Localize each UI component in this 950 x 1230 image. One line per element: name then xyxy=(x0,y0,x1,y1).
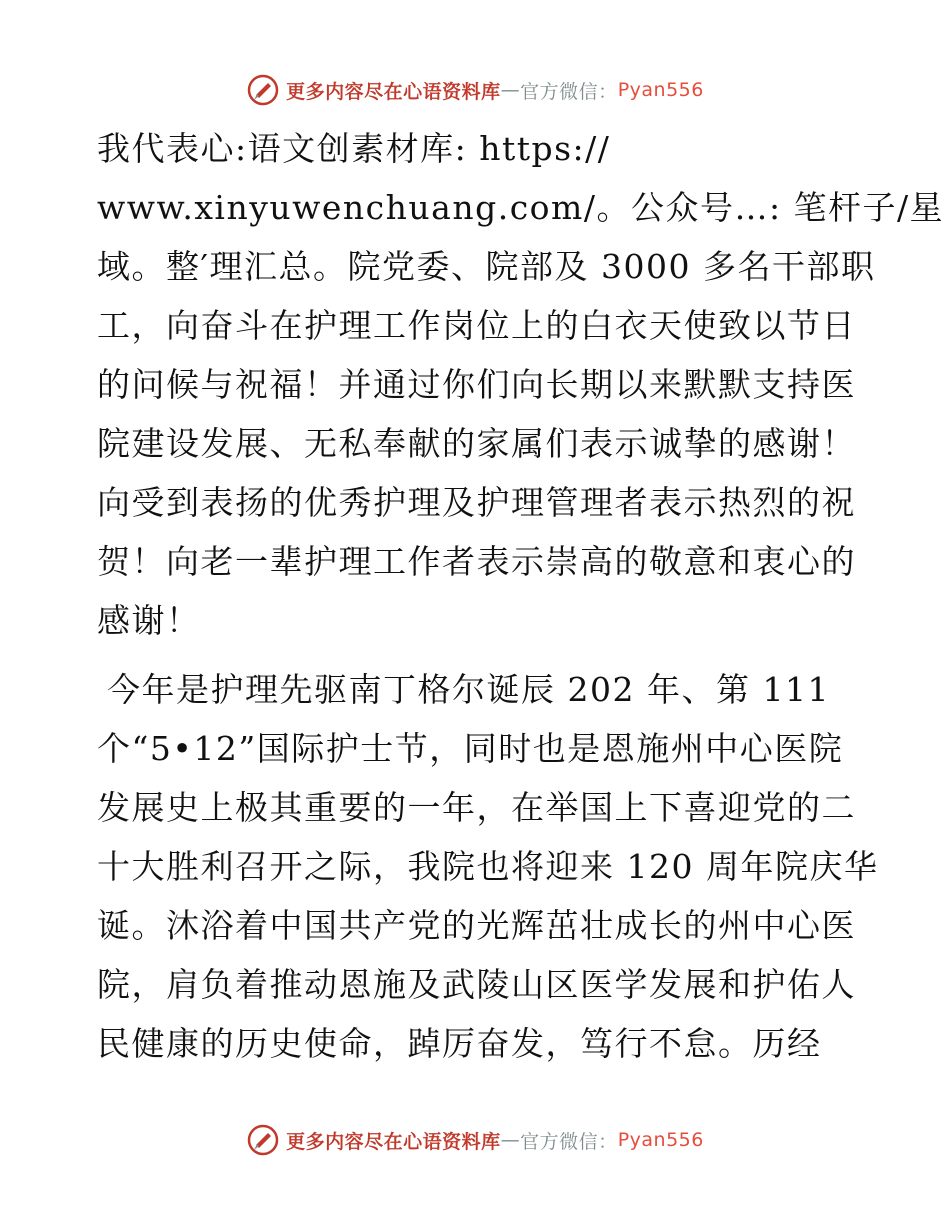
text-line: 今年是护理先驱南丁格尔诞辰 202 年、第 111 xyxy=(107,670,830,709)
footer-brand-text: 更多内容尽在心语资料库 xyxy=(286,1130,501,1153)
logo-icon xyxy=(246,73,280,107)
footer-wechat-label: 官方微信： xyxy=(520,1130,618,1153)
text-line: 我代表心:语文创素材库: https:// xyxy=(97,129,611,168)
text-line: 十大胜利召开之际，我院也将迎来 120 周年院庆华 xyxy=(97,847,879,886)
footer-separator: — xyxy=(500,1129,521,1151)
logo-icon xyxy=(246,1123,280,1157)
text-line: 的问候与祝福！并通过你们向长期以来默默支持医 xyxy=(97,365,856,404)
text-line: 工，向奋斗在护理工作岗位上的白衣天使致以节日 xyxy=(97,306,856,345)
footer-wechat-id: Pyan556 xyxy=(617,1129,704,1151)
text-line: 院，肩负着推动恩施及武陵山区医学发展和护佑人 xyxy=(97,965,856,1004)
text-line: www.xinyuwenchuang.com/。公众号…: 笔杆子/星 xyxy=(97,188,945,227)
paragraph-1 xyxy=(97,119,945,650)
header-wechat-id: Pyan556 xyxy=(617,79,704,101)
text-line: 院建设发展、无私奉献的家属们表示诚挚的感谢！ xyxy=(97,424,856,463)
text-line: 个“5•12”国际护士节，同时也是恩施州中心医院 xyxy=(97,729,844,768)
text-line: 发展史上极其重要的一年，在举国上下喜迎党的二 xyxy=(97,788,856,827)
footer-banner xyxy=(0,1120,950,1160)
text-line: 域。整′理汇总。院党委、院部及 3000 多名干部职 xyxy=(97,247,876,286)
text-line: 向受到表扬的优秀护理及护理管理者表示热烈的祝 xyxy=(97,483,856,522)
text-line: 感谢！ xyxy=(97,601,201,640)
text-line: 贺！向老一辈护理工作者表示崇高的敬意和衷心的 xyxy=(97,542,856,581)
text-line: 民健康的历史使命，踔厉奋发，笃行不怠。历经 xyxy=(97,1024,822,1063)
header-separator: — xyxy=(500,79,521,101)
text-line: 诞。沐浴着中国共产党的光辉茁壮成长的州中心医 xyxy=(97,906,856,945)
header-wechat-label: 官方微信： xyxy=(520,80,618,103)
header-brand-text: 更多内容尽在心语资料库 xyxy=(286,80,501,103)
header-banner xyxy=(0,70,950,110)
paragraph-2 xyxy=(97,660,879,1073)
